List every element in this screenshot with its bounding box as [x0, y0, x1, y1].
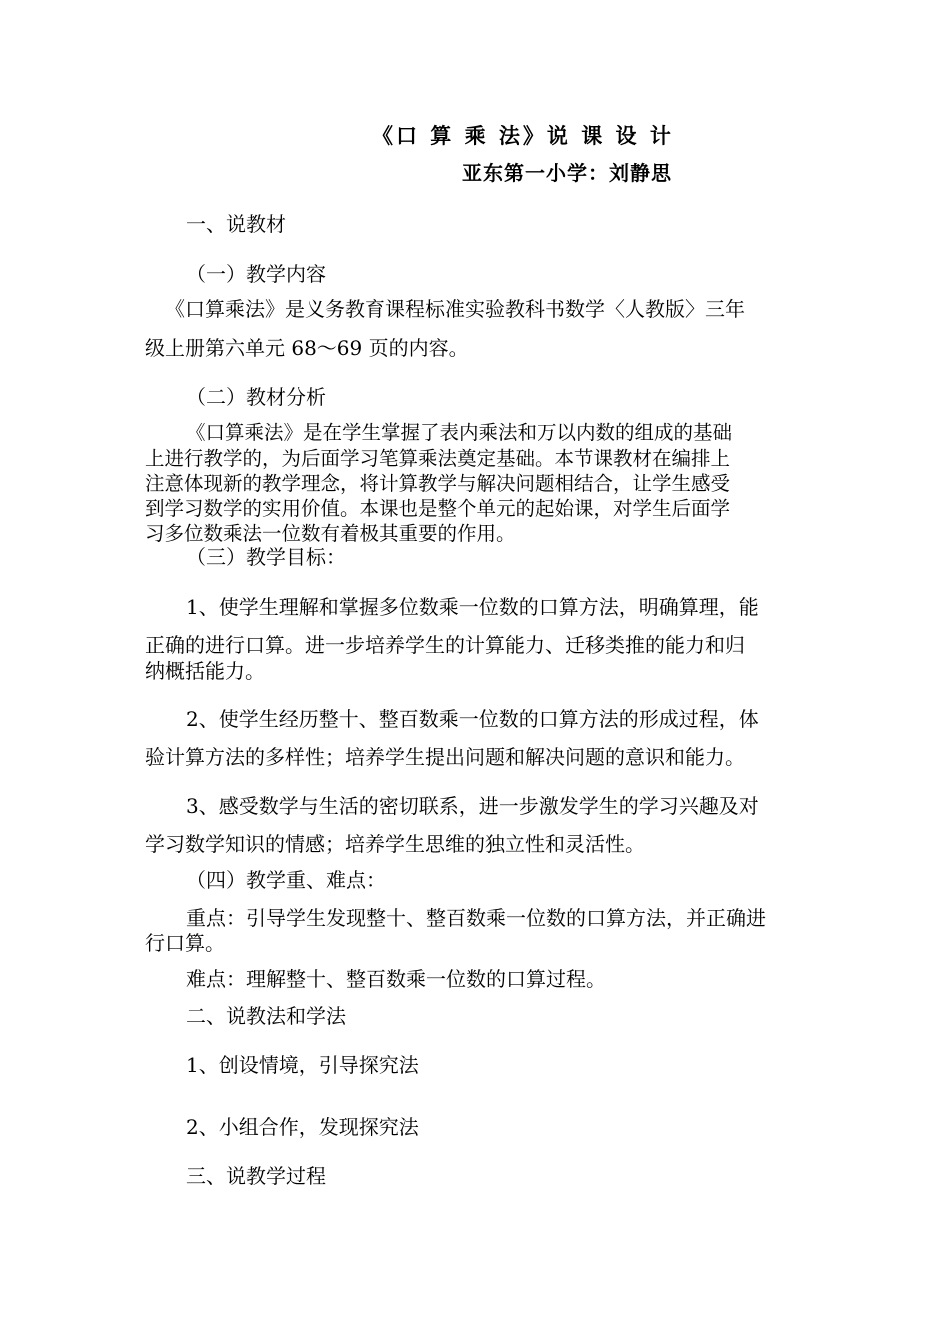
section-heading-process: 三、说教学过程 — [186, 1164, 326, 1188]
paragraph-line: 《口算乘法》是义务教育课程标准实验教科书数学〈人教版〉三年 — [165, 297, 745, 321]
paragraph-line: 级上册第六单元 68～69 页的内容。 — [145, 336, 469, 360]
paragraph-line: 正确的进行口算。进一步培养学生的计算能力、迁移类推的能力和归 — [145, 633, 745, 657]
paragraph-line: 行口算。 — [145, 931, 225, 955]
paragraph-line: 3、感受数学与生活的密切联系，进一步激发学生的学习兴趣及对 — [186, 794, 759, 818]
list-item: 1、创设情境，引导探究法 — [186, 1053, 419, 1077]
paragraph-line: 难点：理解整十、整百数乘一位数的口算过程。 — [186, 967, 606, 991]
subsection-heading-goals: （三）教学目标： — [186, 545, 346, 569]
subsection-heading-key-points: （四）教学重、难点： — [186, 868, 386, 892]
document-title: 《口 算 乘 法》说 课 设 计 — [372, 124, 674, 148]
section-heading-methods: 二、说教法和学法 — [186, 1004, 346, 1028]
paragraph-line: 重点：引导学生发现整十、整百数乘一位数的口算方法，并正确进 — [186, 906, 766, 930]
list-item: 2、小组合作，发现探究法 — [186, 1115, 419, 1139]
paragraph-line: 注意体现新的教学理念，将计算教学与解决问题相结合，让学生感受 — [145, 472, 731, 495]
paragraph-line: 到学习数学的实用价值。本课也是整个单元的起始课，对学生后面学 — [145, 497, 731, 520]
paragraph-line: 上进行教学的，为后面学习笔算乘法奠定基础。本节课教材在编排上 — [145, 447, 731, 470]
paragraph-line: 《口算乘法》是在学生掌握了表内乘法和万以内数的组成的基础 — [186, 421, 733, 444]
document-author: 亚东第一小学：刘静思 — [462, 161, 672, 185]
paragraph-line: 学习数学知识的情感；培养学生思维的独立性和灵活性。 — [145, 832, 645, 856]
subsection-heading-analysis: （二）教材分析 — [186, 385, 326, 409]
subsection-heading-content: （一）教学内容 — [186, 262, 326, 286]
paragraph-line: 验计算方法的多样性；培养学生提出问题和解决问题的意识和能力。 — [145, 745, 745, 769]
paragraph-line: 1、使学生理解和掌握多位数乘一位数的口算方法，明确算理，能 — [186, 595, 759, 619]
paragraph-line: 2、使学生经历整十、整百数乘一位数的口算方法的形成过程，体 — [186, 707, 759, 731]
paragraph-line: 纳概括能力。 — [145, 659, 265, 683]
paragraph-line: 习多位数乘法一位数有着极其重要的作用。 — [145, 522, 516, 545]
section-heading-textbook: 一、说教材 — [186, 212, 286, 236]
